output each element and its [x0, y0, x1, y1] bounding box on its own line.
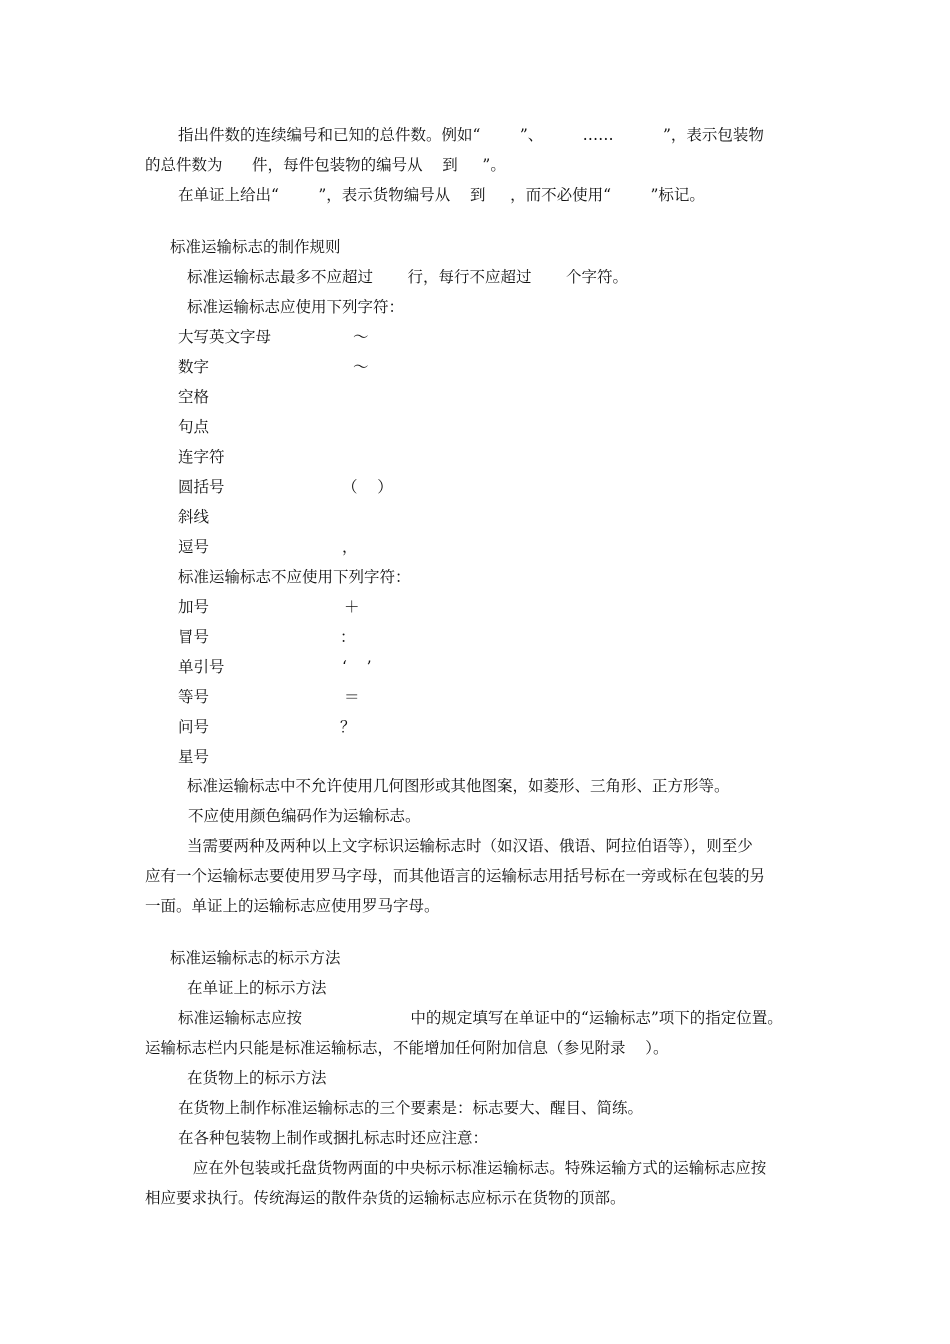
subsection-heading: 在货物上的标示方法 — [187, 1069, 327, 1087]
allowed-char-value: （ ） — [342, 478, 393, 496]
paragraph-line: 标准运输标志应使用下列字符： — [187, 298, 405, 316]
paragraph-line: 应在外包装或托盘货物两面的中央标示标准运输标志。特殊运输方式的运输标志应按 — [178, 1159, 767, 1177]
forbidden-char-name: 星号 — [178, 748, 210, 766]
paragraph-line: 标准运输标志最多不应超过 行，每行不应超过 个字符。 — [187, 268, 628, 286]
allowed-char-name: 空格 — [178, 388, 210, 406]
section-heading: 标准运输标志的制作规则 — [170, 238, 341, 256]
paragraph-line: 的总件数为 件，每件包装物的编号从 到 ”。 — [145, 156, 506, 174]
paragraph-line: 相应要求执行。传统海运的散件杂货的运输标志应标示在货物的顶部。 — [145, 1189, 626, 1207]
paragraph-line: 标准运输标志中不允许使用几何图形或其他图案，如菱形、三角形、正方形等。 — [187, 777, 730, 795]
subsection-heading: 在单证上的标示方法 — [187, 979, 327, 997]
allowed-char-name: 圆括号 — [178, 478, 225, 496]
paragraph-line: 在单证上给出“ ”，表示货物编号从 到 ，而不必使用“ ”标记。 — [178, 186, 705, 204]
allowed-char-name: 句点 — [178, 418, 210, 436]
forbidden-char-name: 冒号 — [178, 628, 210, 646]
section-heading: 标准运输标志的标示方法 — [170, 949, 341, 967]
forbidden-char-name: 等号 — [178, 688, 210, 706]
allowed-char-name: 大写英文字母 — [178, 328, 272, 346]
paragraph-line: 标准运输标志不应使用下列字符： — [178, 568, 411, 586]
forbidden-char-value: ‘ ’ — [342, 658, 372, 676]
forbidden-char-value: ＝ — [344, 688, 360, 706]
forbidden-char-value: ＋ — [344, 598, 360, 616]
allowed-char-name: 连字符 — [178, 448, 225, 466]
forbidden-char-value: ： — [340, 628, 356, 646]
paragraph-line: 在货物上制作标准运输标志的三个要素是：标志要大、醒目、简练。 — [178, 1099, 644, 1117]
paragraph-line: 在各种包装物上制作或捆扎标志时还应注意： — [178, 1129, 489, 1147]
paragraph-line: 指出件数的连续编号和已知的总件数。例如“ ”、 …… ”，表示包装物 — [178, 126, 764, 144]
paragraph-line: 运输标志栏内只能是标准运输标志，不能增加任何附加信息（参见附录 ）。 — [145, 1039, 669, 1057]
forbidden-char-name: 单引号 — [178, 658, 225, 676]
allowed-char-name: 数字 — [178, 358, 210, 376]
forbidden-char-name: 加号 — [178, 598, 210, 616]
forbidden-char-name: 问号 — [178, 718, 210, 736]
paragraph-line: 不应使用颜色编码作为运输标志。 — [188, 807, 421, 825]
allowed-char-value: ， — [342, 538, 358, 556]
allowed-char-value: ～ — [353, 358, 369, 376]
allowed-char-value: ～ — [353, 328, 369, 346]
allowed-char-name: 斜线 — [178, 508, 210, 526]
paragraph-line: 一面。单证上的运输标志应使用罗马字母。 — [145, 897, 440, 915]
allowed-char-name: 逗号 — [178, 538, 210, 556]
paragraph-line: 应有一个运输标志要使用罗马字母，而其他语言的运输标志用括号标在一旁或标在包装的另 — [145, 867, 766, 885]
paragraph-line: 当需要两种及两种以上文字标识运输标志时（如汉语、俄语、阿拉伯语等），则至少 — [187, 837, 753, 855]
paragraph-line: 标准运输标志应按 中的规定填写在单证中的“运输标志”项下的指定位置。 — [178, 1009, 783, 1027]
forbidden-char-value: ？ — [340, 718, 356, 736]
